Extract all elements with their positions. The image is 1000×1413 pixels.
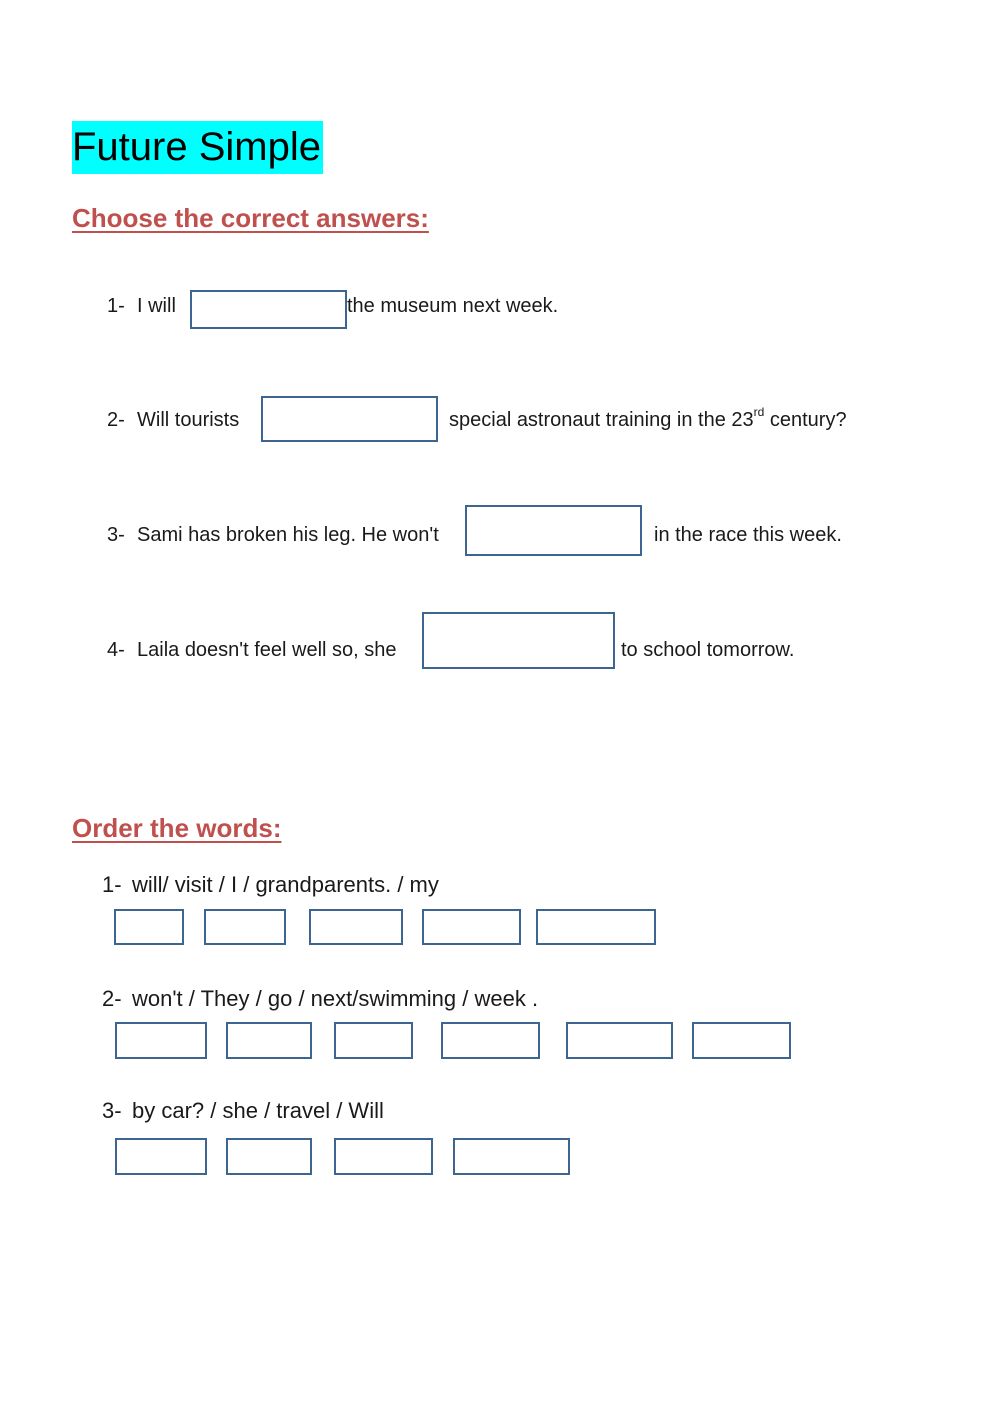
ordinal-suffix: rd (753, 405, 765, 420)
word-slot[interactable] (536, 909, 656, 945)
page-title: Future Simple (72, 121, 323, 174)
order-number: 3- (102, 1098, 122, 1123)
word-slot[interactable] (115, 1138, 207, 1175)
word-slot[interactable] (204, 909, 286, 945)
answer-box[interactable] (190, 290, 347, 329)
question-text-before: Will tourists (137, 409, 240, 431)
question-number: 4- (107, 639, 125, 661)
word-slot[interactable] (114, 909, 184, 945)
word-slot[interactable] (453, 1138, 570, 1175)
order-number: 1- (102, 872, 122, 897)
word-slot[interactable] (226, 1022, 312, 1059)
order-words: won't / They / go / next/swimming / week . (132, 986, 539, 1011)
word-slot[interactable] (309, 909, 403, 945)
answer-box[interactable] (422, 612, 615, 669)
word-slot[interactable] (115, 1022, 207, 1059)
section-heading-choose: Choose the correct answers: (72, 203, 429, 233)
question-text-after (449, 405, 847, 432)
word-slot[interactable] (334, 1138, 433, 1175)
section-heading-order: Order the words: (72, 813, 282, 843)
question-text-after-main: special astronaut training in the 23 (449, 409, 754, 431)
question-number: 1- (107, 295, 125, 317)
order-number: 2- (102, 986, 122, 1011)
order-words: will/ visit / I / grandparents. / my (132, 872, 439, 897)
answer-box[interactable] (465, 505, 642, 556)
question-number: 3- (107, 524, 125, 546)
word-slot[interactable] (441, 1022, 540, 1059)
question-text-after: the museum next week. (347, 295, 559, 317)
question-number: 2- (107, 409, 125, 431)
word-slot[interactable] (566, 1022, 673, 1059)
word-slot[interactable] (226, 1138, 312, 1175)
question-text-after: in the race this week. (654, 524, 842, 546)
question-text-before: I will (137, 295, 176, 317)
question-text-after-end: century? (764, 409, 847, 431)
question-text-before: Laila doesn't feel well so, she (137, 639, 397, 661)
question-text-after: to school tomorrow. (621, 639, 795, 661)
answer-box[interactable] (261, 396, 438, 442)
word-slot[interactable] (422, 909, 521, 945)
word-slot[interactable] (334, 1022, 413, 1059)
order-words: by car? / she / travel / Will (132, 1098, 384, 1123)
question-text-before: Sami has broken his leg. He won't (137, 524, 439, 546)
word-slot[interactable] (692, 1022, 791, 1059)
